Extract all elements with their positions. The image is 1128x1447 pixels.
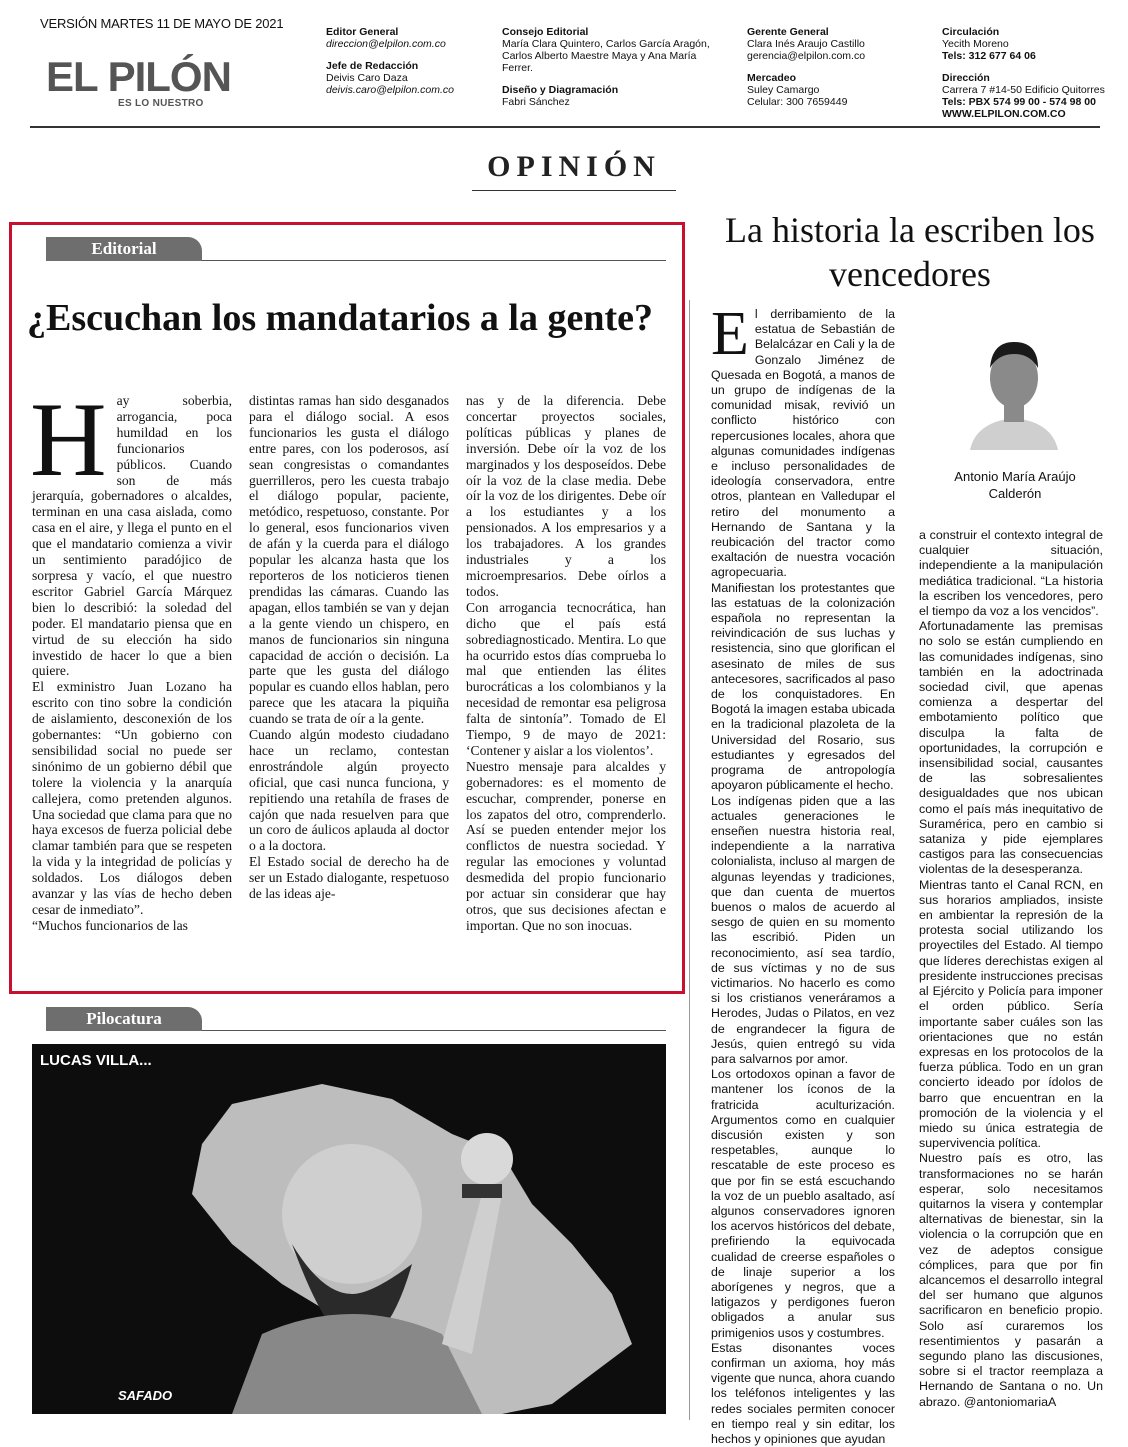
author-name: Antonio María Araújo Calderón <box>954 469 1076 501</box>
editorial-dropcap: H <box>30 381 107 498</box>
masthead-divider <box>30 126 1100 128</box>
section-underline <box>472 190 676 191</box>
chief-email[interactable]: deivis.caro@elpilon.com.co <box>326 84 454 96</box>
cartoon-illustration <box>32 1044 666 1414</box>
cartoon-drawing <box>32 1044 666 1414</box>
column-text-right: a construir el contexto integral de cualquier situación, independiente a la manipulación mediática tradicional. “La historia la escriben los vencedores, pero el tiempo da voz a los vencidos”. Afortunadamente las premisas no solo se están cumpliendo en las comunidades indígenas, sino también en la adoctrinada sociedad civil, que apenas comienza a despertar del embotamiento político que disculpa la falta de oportunidades, la corrupción e insensibilidad social, causantes de las sobresalientes desigualdades que nos ubican como el país más inequitativo de Suramérica, pero en cambio si sataniza y pide ejemplares castigos para las consecuencias violentas de la desesperanza. Mientras tanto el Canal RCN, en sus horarios ampliados, insiste en ambientar la represión de la protesta social utilizando los proyectiles del Estado. Al tiempo que líderes derechistas exigen al presidente instrucciones precisas al Ejército y Policía para imponer el orden público. Sería importante saber cuáles son las orientaciones que no están expresas en los protocolos de la fuerza pública. Todo en un gran concierto ideado por ídolos de barro que encuentran en la promoción de la violencia y el miedo su única estrategia de supervivencia política. Nuestro país es otro, las transformaciones no se harán esperar, solo necesitamos quitarnos la visera y contemplar alternativas de bienestar, sin la violencia o la corrupción que en vez de adeptos consigue cómplices, para que por fin alcancemos el desarrollo integral del ser humano que algunos sacrificaron en beneficio propio. Solo así curaremos los resentimientos y pasarán a segundo plano las discusiones, sobre si el tractor reemplaza a Hernando de Santana o no. Un abrazo. @antoniomariaA <box>919 528 1103 1409</box>
editorial-column-2: distintas ramas han sido desganados para el diálogo social. A esos funcionarios les gusta el diálogo entre pares, con los poderosos, así sean congresistas o comandantes guerrilleros, pero les cuesta trabajo el diálogo popular, paciente, metódico, respetuoso, constante. Por lo general, esos funcionarios viven de afán y la cuerda para el diálogo popular les alcanza hasta que los reporteros de los noticieros tienen prendidas las cámaras. Cuando las apagan, ellos también se van y dejan a la gente viendo un chispero, en manos de funcionarios sin ninguna capacidad de acción o decisión. La parte que les gusta del diálogo popular es cuando ellos hablan, pero parece que les atacara la piquiña cuando se trata de oír a la gente. Cuando algún modesto ciudadano hace un reclamo, contestan enrostrándole algún proyecto oficial, que casi nunca funciona, y repitiendo una retahíla de frases de cajón que nada resuelven para que un coro de áulicos aplauda al doctor o a la doctora. El Estado social de derecho ha de ser un Estado dialogante, respetuoso de las ideas aje- <box>249 393 449 902</box>
cartoon-signature: SAFADO <box>118 1388 173 1403</box>
editorial-headline: ¿Escuchan los mandatarios a la gente? <box>27 297 653 339</box>
newspaper-slogan: ES LO NUESTRO <box>118 98 204 109</box>
author-photo <box>966 332 1062 450</box>
editorial-column-3: nas y de la diferencia. Debe concertar proyectos sociales, políticas públicas y planes de inversión. Debe oír la voz de los marginados y los desposeídos. Debe oír la voz de la clase media. Debe oír la voz de los dirigentes. Debe oír a los estudiantes y a los pensionados. A los empresarios y a los trabajadores. A los grandes industriales y a los microempresarios. Debe oírlos a todos. Con arrogancia tecnocrática, han dicho que el país está sobrediagnosticado. Mentira. Lo que ha ocurrido estos días comprueba lo mal que entienden las élites burocráticas a los colombianos y la necesidad de remontar esa peligrosa falta de sintonía”. Tomado de El Tiempo, 9 de mayo de 2021: ‘Contener y aislar a los violentos’. Nuestro mensaje para alcaldes y gobernadores: es el momento de escuchar, comprender, ponerse en los zapatos del otro, comprenderlo. Así se pueden entender mejor los conflictos de nuestra sociedad. Y regular las emociones y voluntad desmedida del propio funcionario por actuar sin considerar que hay otros, que sus decisiones afectan e importan. Que no son inocuas. <box>466 393 666 933</box>
column-divider <box>689 300 690 1420</box>
section-title: OPINIÓN <box>487 150 661 183</box>
edition-date: VERSIÓN MARTES 11 DE MAYO DE 2021 <box>40 16 284 31</box>
cartoon-caption: LUCAS VILLA... <box>40 1052 152 1069</box>
column-headline: La historia la escriben los vencedores <box>725 210 1095 294</box>
author-portrait <box>966 332 1062 450</box>
staff-block-2: Consejo Editorial María Clara Quintero, Carlos García Aragón, Carlos Alberto Maestre Maya y Ana María Ferrer. Diseño y Diagramación Fabri Sánchez <box>502 26 710 108</box>
newspaper-logo[interactable]: EL PILÓN <box>46 53 231 100</box>
editorial-column-1: H ay soberbia, arrogancia, poca humildad en los funcionarios públicos. Cuando son de más jerarquía, gobernadores o alcaldes, terminan en una casa aislada, como casa en el aire, y llega el punto en el que el mandatario comienza a vivir un sentimiento paradójico de sorpresa y vacío, el que nuestro escritor Gabriel García Márquez bien lo describió: la soledad del poder. El mandatario piensa que en virtud de su elección ha sido investido de hacer lo que a bien quiere. El exministro Juan Lozano ha escrito con tino sobre la condición de aislamiento, desconexión de los gobernantes: “Un gobierno con sensibilidad social no puede ser sinónimo de un gobierno débil que tolere la violencia y la anarquía callejera, como pretenden algunos. Una sociedad que clama para que no haya excesos de fuerza policial debe clamar también para que se respeten la vida y la integridad de policías y soldados. Los diálogos deben avanzar y las vías de hecho deben cesar de inmediato”. “Muchos funcionarios de las <box>30 381 232 933</box>
editor-email[interactable]: direccion@elpilon.com.co <box>326 38 446 50</box>
column-dropcap: E <box>711 300 749 368</box>
cartoon-tab: Pilocatura <box>46 1007 202 1031</box>
staff-block-4: Circulación Yecith Moreno Tels: 312 677 64 06 Dirección Carrera 7 #14-50 Edificio Quitorres Tels: PBX 574 99 00 - 574 98 00 WWW.ELPILON.COM.CO <box>942 26 1105 120</box>
website-link[interactable]: WWW.ELPILON.COM.CO <box>942 108 1066 120</box>
editorial-tab: Editorial <box>46 237 202 261</box>
staff-block-3: Gerente General Clara Inés Araujo Castillo gerencia@elpilon.com.co Mercadeo Suley Camargo Celular: 300 7659449 <box>747 26 866 108</box>
staff-block-1: Editor General direccion@elpilon.com.co Jefe de Redacción Deivis Caro Daza deivis.caro@elpilon.com.co <box>326 26 454 96</box>
column-text-left: E l derribamiento de la estatua de Sebastián de Belalcázar en Cali y la de Gonzalo Jiménez de Quesada en Bogotá, a manos de un grupo de indígenas de la comunidad misak, revivió un conflicto histórico con repercusiones locales, ahora que algunas comunidades indígenas e incluso personalidades de ideología conservadora, entre otros, plantean en Valledupar el retiro del monumento a Hernando de Santana y la reubicación del tractor como exaltación de nuestra vocación agropecuaria. Manifiestan los protestantes que las estatuas de la colonización española no representan la reivindicación de sus luchas y resistencia, sino que glorifican el asesinato de miles de sus antecesores, sacrificados al paso de los conquistadores. En Bogotá la imagen estaba ubicada en la tradicional plazoleta de la Universidad del Rosario, sus estudiantes y egresados del programa de antropología apoyaron públicamente el hecho. Los indígenas piden que a las actuales generaciones le enseñen nuestra historia real, independiente a la narrativa colonialista, incluso al margen de algunas leyendas y tradiciones, que dan cuenta de muertos buenos o malos de acuerdo al sesgo de quien en su momento las escribió. Piden un reconocimiento, así sea tardío, de sus víctimas y no de sus victimarios. No hacerlo es como si los cristianos veneráramos a Herodes, Judas o Pilatos, en vez de engrandecer la figura de Jesús, quien entregó su vida para salvarnos por amor. Los ortodoxos opinan a favor de mantener los íconos de la fratricida aculturización. Argumentos como en cualquier discusión existen y son respetables, aunque lo rescatable de este proceso es que por fin se está escuchando la voz de un pueblo asaltado, así algunos conservadores ignoren los acervos históricos del debate, prefiriendo la equivocada cualidad de creerse españoles o de linaje superior a los aborígenes y negros, que a latigazos y perdigones fueron obligados a anular sus primigenios usos y costumbres. Estas disonantes voces confirman un axioma, hoy más vigente que nunca, ahora cuando los teléfonos inteligentes y las redes sociales permiten conocer en tiempo real y sin editar, los hechos y opiniones que ayudan <box>711 300 895 1447</box>
